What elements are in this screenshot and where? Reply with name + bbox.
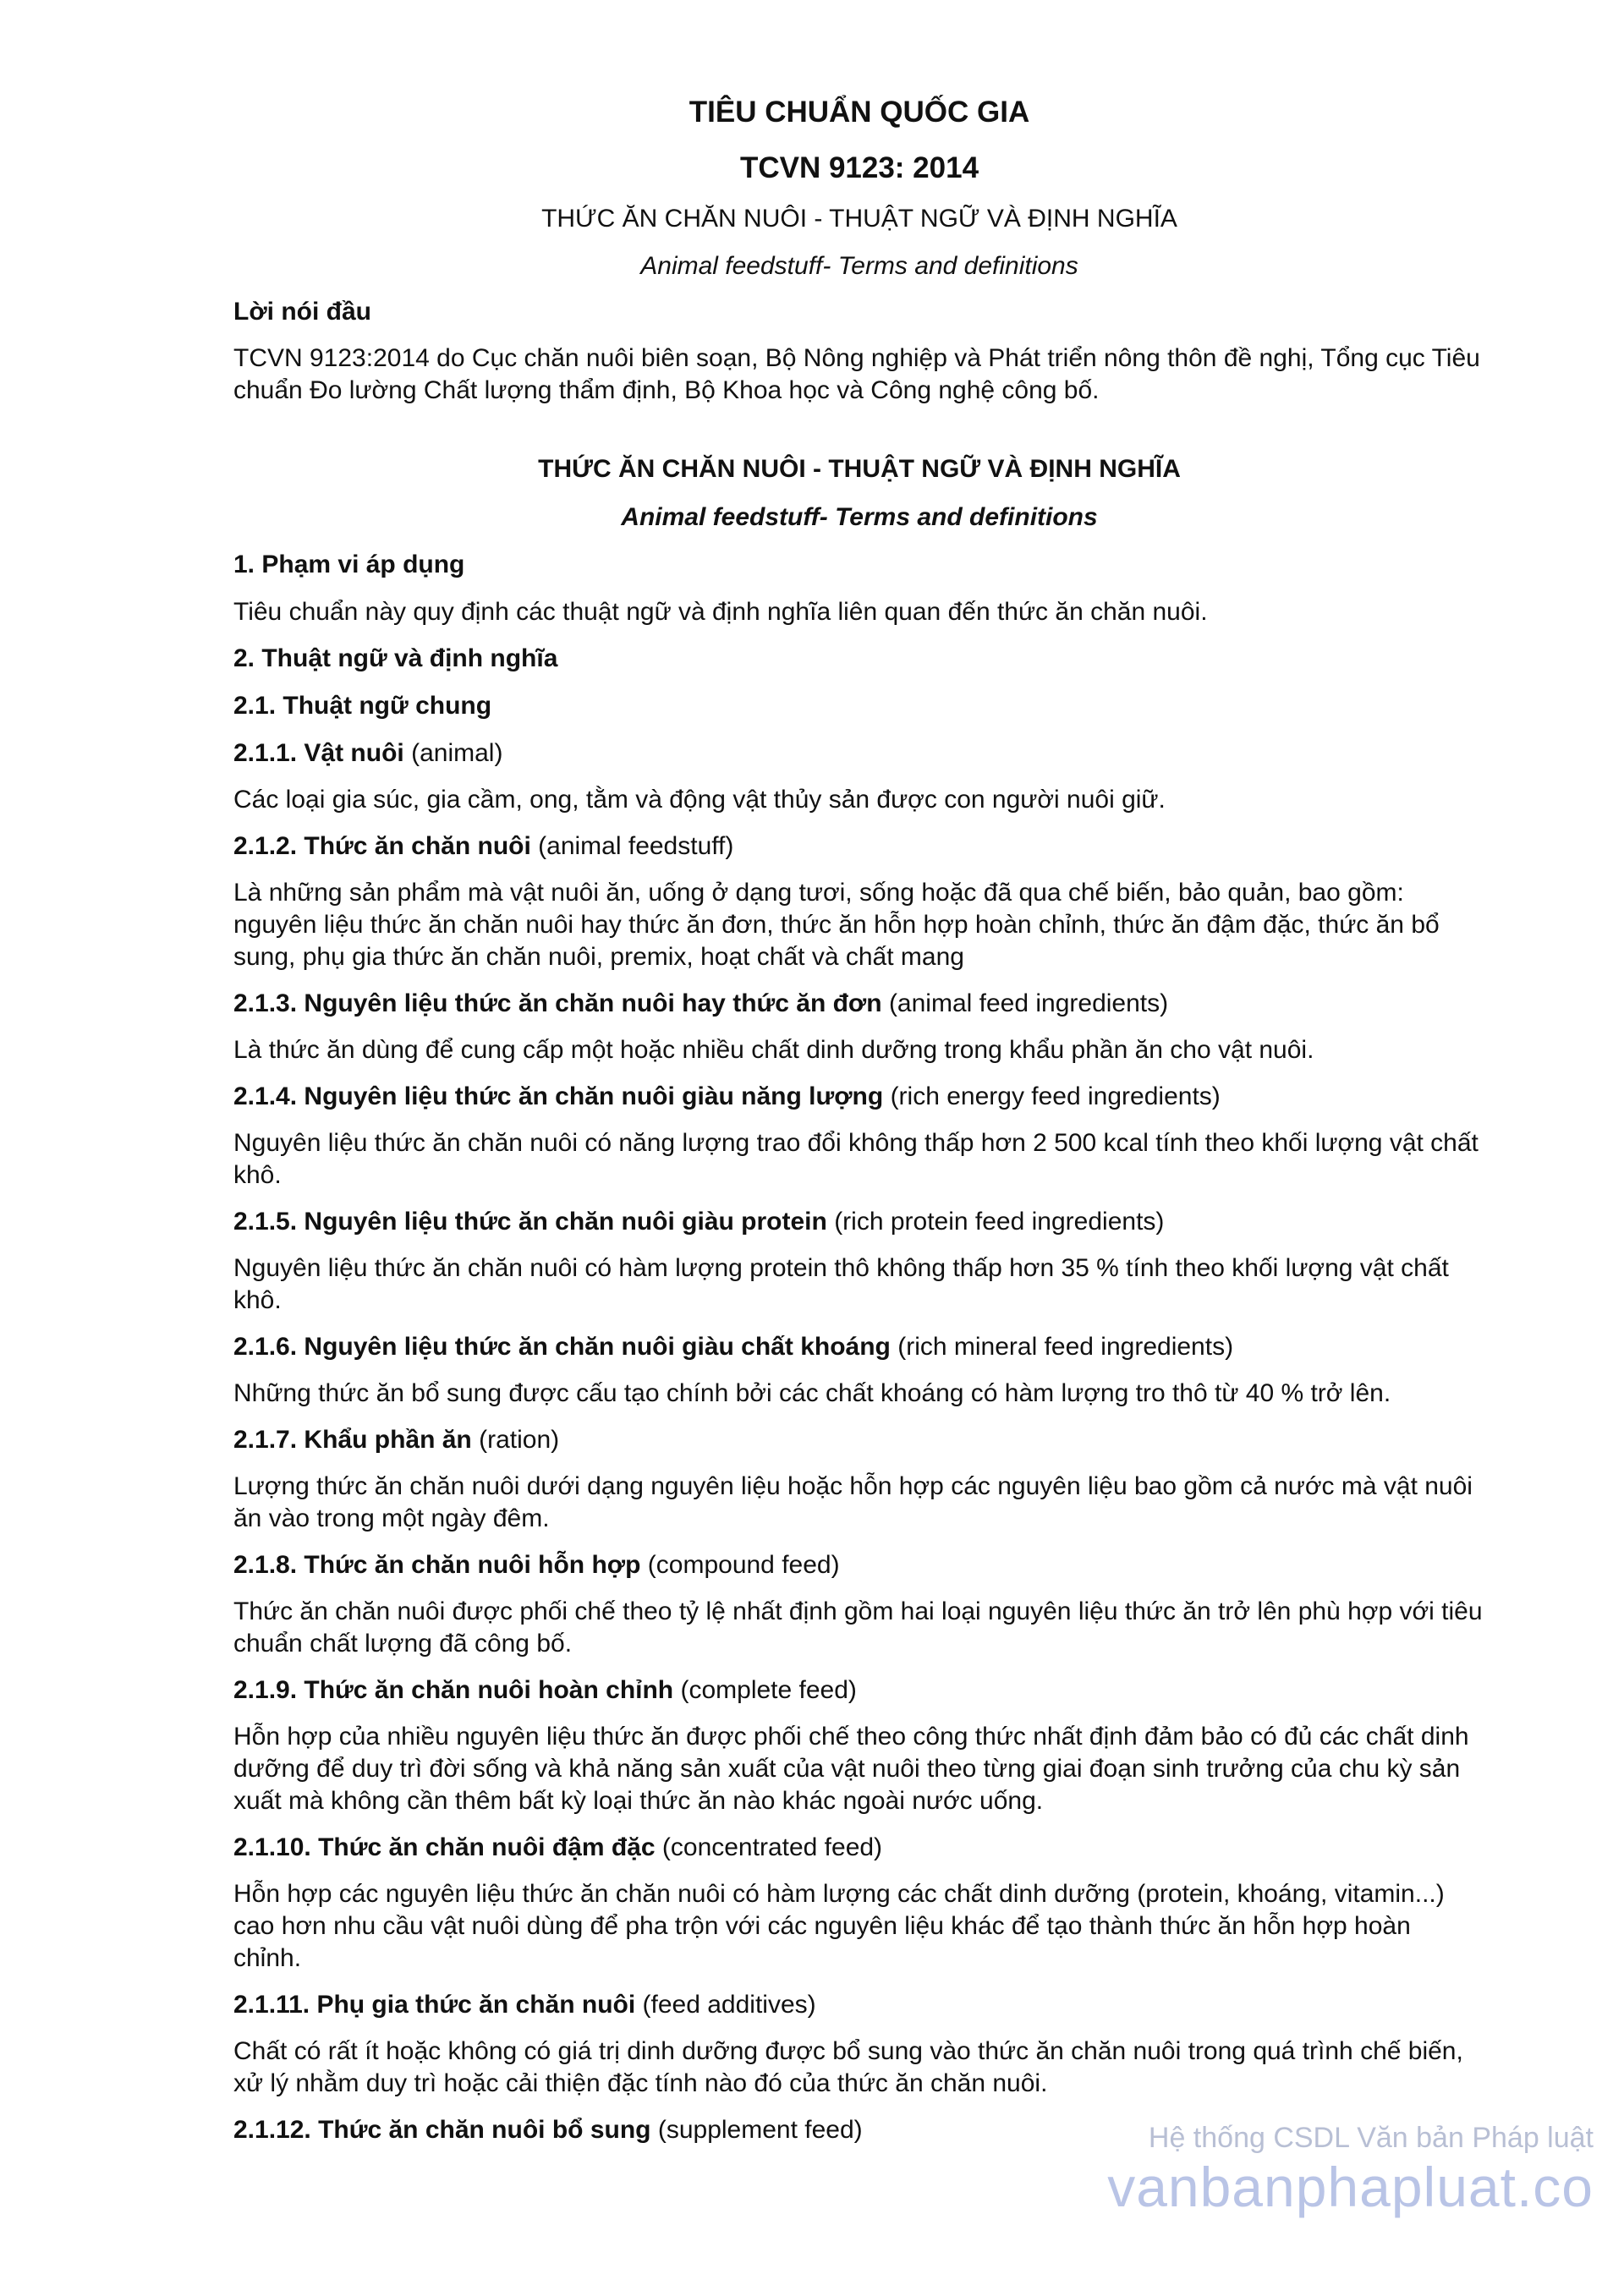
term-number: 2.1.12.: [233, 2116, 311, 2144]
term-number: 2.1.2.: [233, 832, 298, 860]
term-english: (ration): [479, 1426, 560, 1454]
term-name: Thức ăn chăn nuôi hỗn hợp: [304, 1551, 641, 1579]
term-definition: Chất có rất ít hoặc không có giá trị dinh dưỡng được bổ sung vào thức ăn chăn nuôi trong quá trình chế biến, xử lý nhằm duy trì hoặc cải thiện đặc tính nào đó của thức ăn chăn nuôi.: [233, 2037, 1463, 2097]
term-english: (rich energy feed ingredients): [890, 1082, 1221, 1110]
term-heading: [233, 1674, 1485, 1707]
term-english: (feed additives): [642, 1991, 816, 2019]
term-number: 2.1.1.: [233, 739, 298, 767]
term-english: (rich protein feed ingredients): [834, 1208, 1165, 1236]
document-content: [233, 93, 1485, 2147]
term-heading: [233, 737, 1485, 770]
standard-code: TCVN 9123: 2014: [739, 151, 979, 184]
term-definition: Những thức ăn bổ sung được cấu tạo chính bởi các chất khoáng có hàm lượng tro thô từ 40 % trở lên.: [233, 1379, 1391, 1407]
term-english: (animal feed ingredients): [888, 989, 1169, 1017]
term-heading: [233, 830, 1485, 863]
term-name: Nguyên liệu thức ăn chăn nuôi hay thức ăn đơn: [304, 989, 882, 1017]
watermark-caption: Hệ thống CSDL Văn bản Pháp luật: [1148, 2122, 1594, 2154]
term-definition: Thức ăn chăn nuôi được phối chế theo tỷ lệ nhất định gồm hai loại nguyên liệu thức ăn trở lên phù hợp với tiêu chuẩn chất lượng đã công bố.: [233, 1597, 1483, 1658]
term-name: Thức ăn chăn nuôi đậm đặc: [318, 1833, 656, 1861]
term-english: (concentrated feed): [661, 1833, 883, 1861]
term-definition: Nguyên liệu thức ăn chăn nuôi có hàm lượng protein thô không thấp hơn 35 % tính theo khối lượng vật chất khô.: [233, 1254, 1449, 1314]
term-definition: Hỗn hợp của nhiều nguyên liệu thức ăn được phối chế theo công thức nhất định đảm bảo có đủ các chất dinh dưỡng để duy trì đời sống và khả năng sản xuất của vật nuôi theo từng giai đoạn sinh trưởng của chu kỳ sản xuất mà không cần thêm bất kỳ loại thức ăn nào khác ngoài nước uống.: [233, 1723, 1469, 1815]
terms-list: [233, 737, 1485, 2147]
term-heading: [233, 1831, 1485, 1865]
term-name: Phụ gia thức ăn chăn nuôi: [316, 1991, 636, 2019]
term-english: (complete feed): [680, 1676, 857, 1704]
term-number: 2.1.7.: [233, 1426, 298, 1454]
term-name: Thức ăn chăn nuôi hoàn chỉnh: [304, 1676, 674, 1704]
term-english: (rich mineral feed ingredients): [897, 1333, 1234, 1361]
term-heading: [233, 987, 1485, 1021]
term-name: Khẩu phần ăn: [304, 1426, 472, 1454]
watermark-site: vanbanphapluat.co: [1107, 2156, 1594, 2218]
foreword-heading: Lời nói đầu: [233, 298, 371, 326]
term-english: (compound feed): [647, 1551, 840, 1579]
term-heading: [233, 1988, 1485, 2022]
term-definition: Nguyên liệu thức ăn chăn nuôi có năng lượng trao đổi không thấp hơn 2 500 kcal tính theo khối lượng vật chất khô.: [233, 1129, 1479, 1189]
body-title-vi: THỨC ĂN CHĂN NUÔI - THUẬT NGỮ VÀ ĐỊNH NGHĨA: [538, 455, 1181, 483]
standard-title-en: Animal feedstuff- Terms and definitions: [640, 252, 1078, 280]
term-english: (animal): [411, 739, 503, 767]
term-heading: [233, 1205, 1485, 1239]
scope-heading: 1. Phạm vi áp dụng: [233, 551, 465, 578]
term-heading: [233, 1080, 1485, 1114]
term-number: 2.1.3.: [233, 989, 298, 1017]
term-definition: Các loại gia súc, gia cầm, ong, tằm và động vật thủy sản được con người nuôi giữ.: [233, 786, 1166, 814]
term-definition: Lượng thức ăn chăn nuôi dưới dạng nguyên liệu hoặc hỗn hợp các nguyên liệu bao gồm cả nước mà vật nuôi ăn vào trong một ngày đêm.: [233, 1472, 1473, 1532]
term-heading: [233, 1548, 1485, 1582]
term-name: Nguyên liệu thức ăn chăn nuôi giàu protein: [304, 1208, 827, 1236]
term-number: 2.1.5.: [233, 1208, 298, 1236]
term-name: Thức ăn chăn nuôi bổ sung: [318, 2116, 651, 2144]
term-english: (supplement feed): [657, 2116, 863, 2144]
term-heading: [233, 1423, 1485, 1457]
term-name: Thức ăn chăn nuôi: [304, 832, 531, 860]
term-number: 2.1.11.: [233, 1991, 310, 2019]
term-name: Nguyên liệu thức ăn chăn nuôi giàu năng lượng: [304, 1082, 884, 1110]
watermark: [1107, 2121, 1594, 2219]
scope-text: Tiêu chuẩn này quy định các thuật ngữ và định nghĩa liên quan đến thức ăn chăn nuôi.: [233, 598, 1208, 626]
term-number: 2.1.10.: [233, 1833, 311, 1861]
term-english: (animal feedstuff): [538, 832, 734, 860]
term-number: 2.1.4.: [233, 1082, 298, 1110]
term-number: 2.1.9.: [233, 1676, 298, 1704]
foreword-text: TCVN 9123:2014 do Cục chăn nuôi biên soạn, Bộ Nông nghiệp và Phát triển nông thôn đề nghị, Tổng cục Tiêu chuẩn Đo lường Chất lượng thẩm định, Bộ Khoa học và Công nghệ công bố.: [233, 344, 1480, 404]
terms-section-heading: 2. Thuật ngữ và định nghĩa: [233, 644, 558, 672]
general-terms-heading: 2.1. Thuật ngữ chung: [233, 692, 492, 720]
term-definition: Là những sản phẩm mà vật nuôi ăn, uống ở dạng tươi, sống hoặc đã qua chế biến, bảo quản, bao gồm: nguyên liệu thức ăn chăn nuôi hay thức ăn đơn, thức ăn hỗn hợp hoàn chỉnh, thức ăn đậm đặc, thức ăn bổ sung, phụ gia thức ăn chăn nuôi, premix, hoạt chất và chất mang: [233, 879, 1440, 971]
term-name: Vật nuôi: [304, 739, 404, 767]
national-standard-heading: TIÊU CHUẨN QUỐC GIA: [689, 96, 1030, 129]
body-title-en: Animal feedstuff- Terms and definitions: [621, 503, 1098, 531]
term-number: 2.1.8.: [233, 1551, 298, 1579]
standard-title-vi: THỨC ĂN CHĂN NUÔI - THUẬT NGỮ VÀ ĐỊNH NGHĨA: [541, 205, 1177, 233]
term-name: Nguyên liệu thức ăn chăn nuôi giàu chất khoáng: [304, 1333, 891, 1361]
term-definition: Hỗn hợp các nguyên liệu thức ăn chăn nuôi có hàm lượng các chất dinh dưỡng (protein, khoáng, vitamin...) cao hơn nhu cầu vật nuôi dùng để pha trộn với các nguyên liệu khác để tạo thành thức ăn hỗn hợp hoàn chỉnh.: [233, 1880, 1445, 1972]
term-definition: Là thức ăn dùng để cung cấp một hoặc nhiều chất dinh dưỡng trong khẩu phần ăn cho vật nuôi.: [233, 1036, 1314, 1064]
term-number: 2.1.6.: [233, 1333, 298, 1361]
term-heading: [233, 1330, 1485, 1364]
